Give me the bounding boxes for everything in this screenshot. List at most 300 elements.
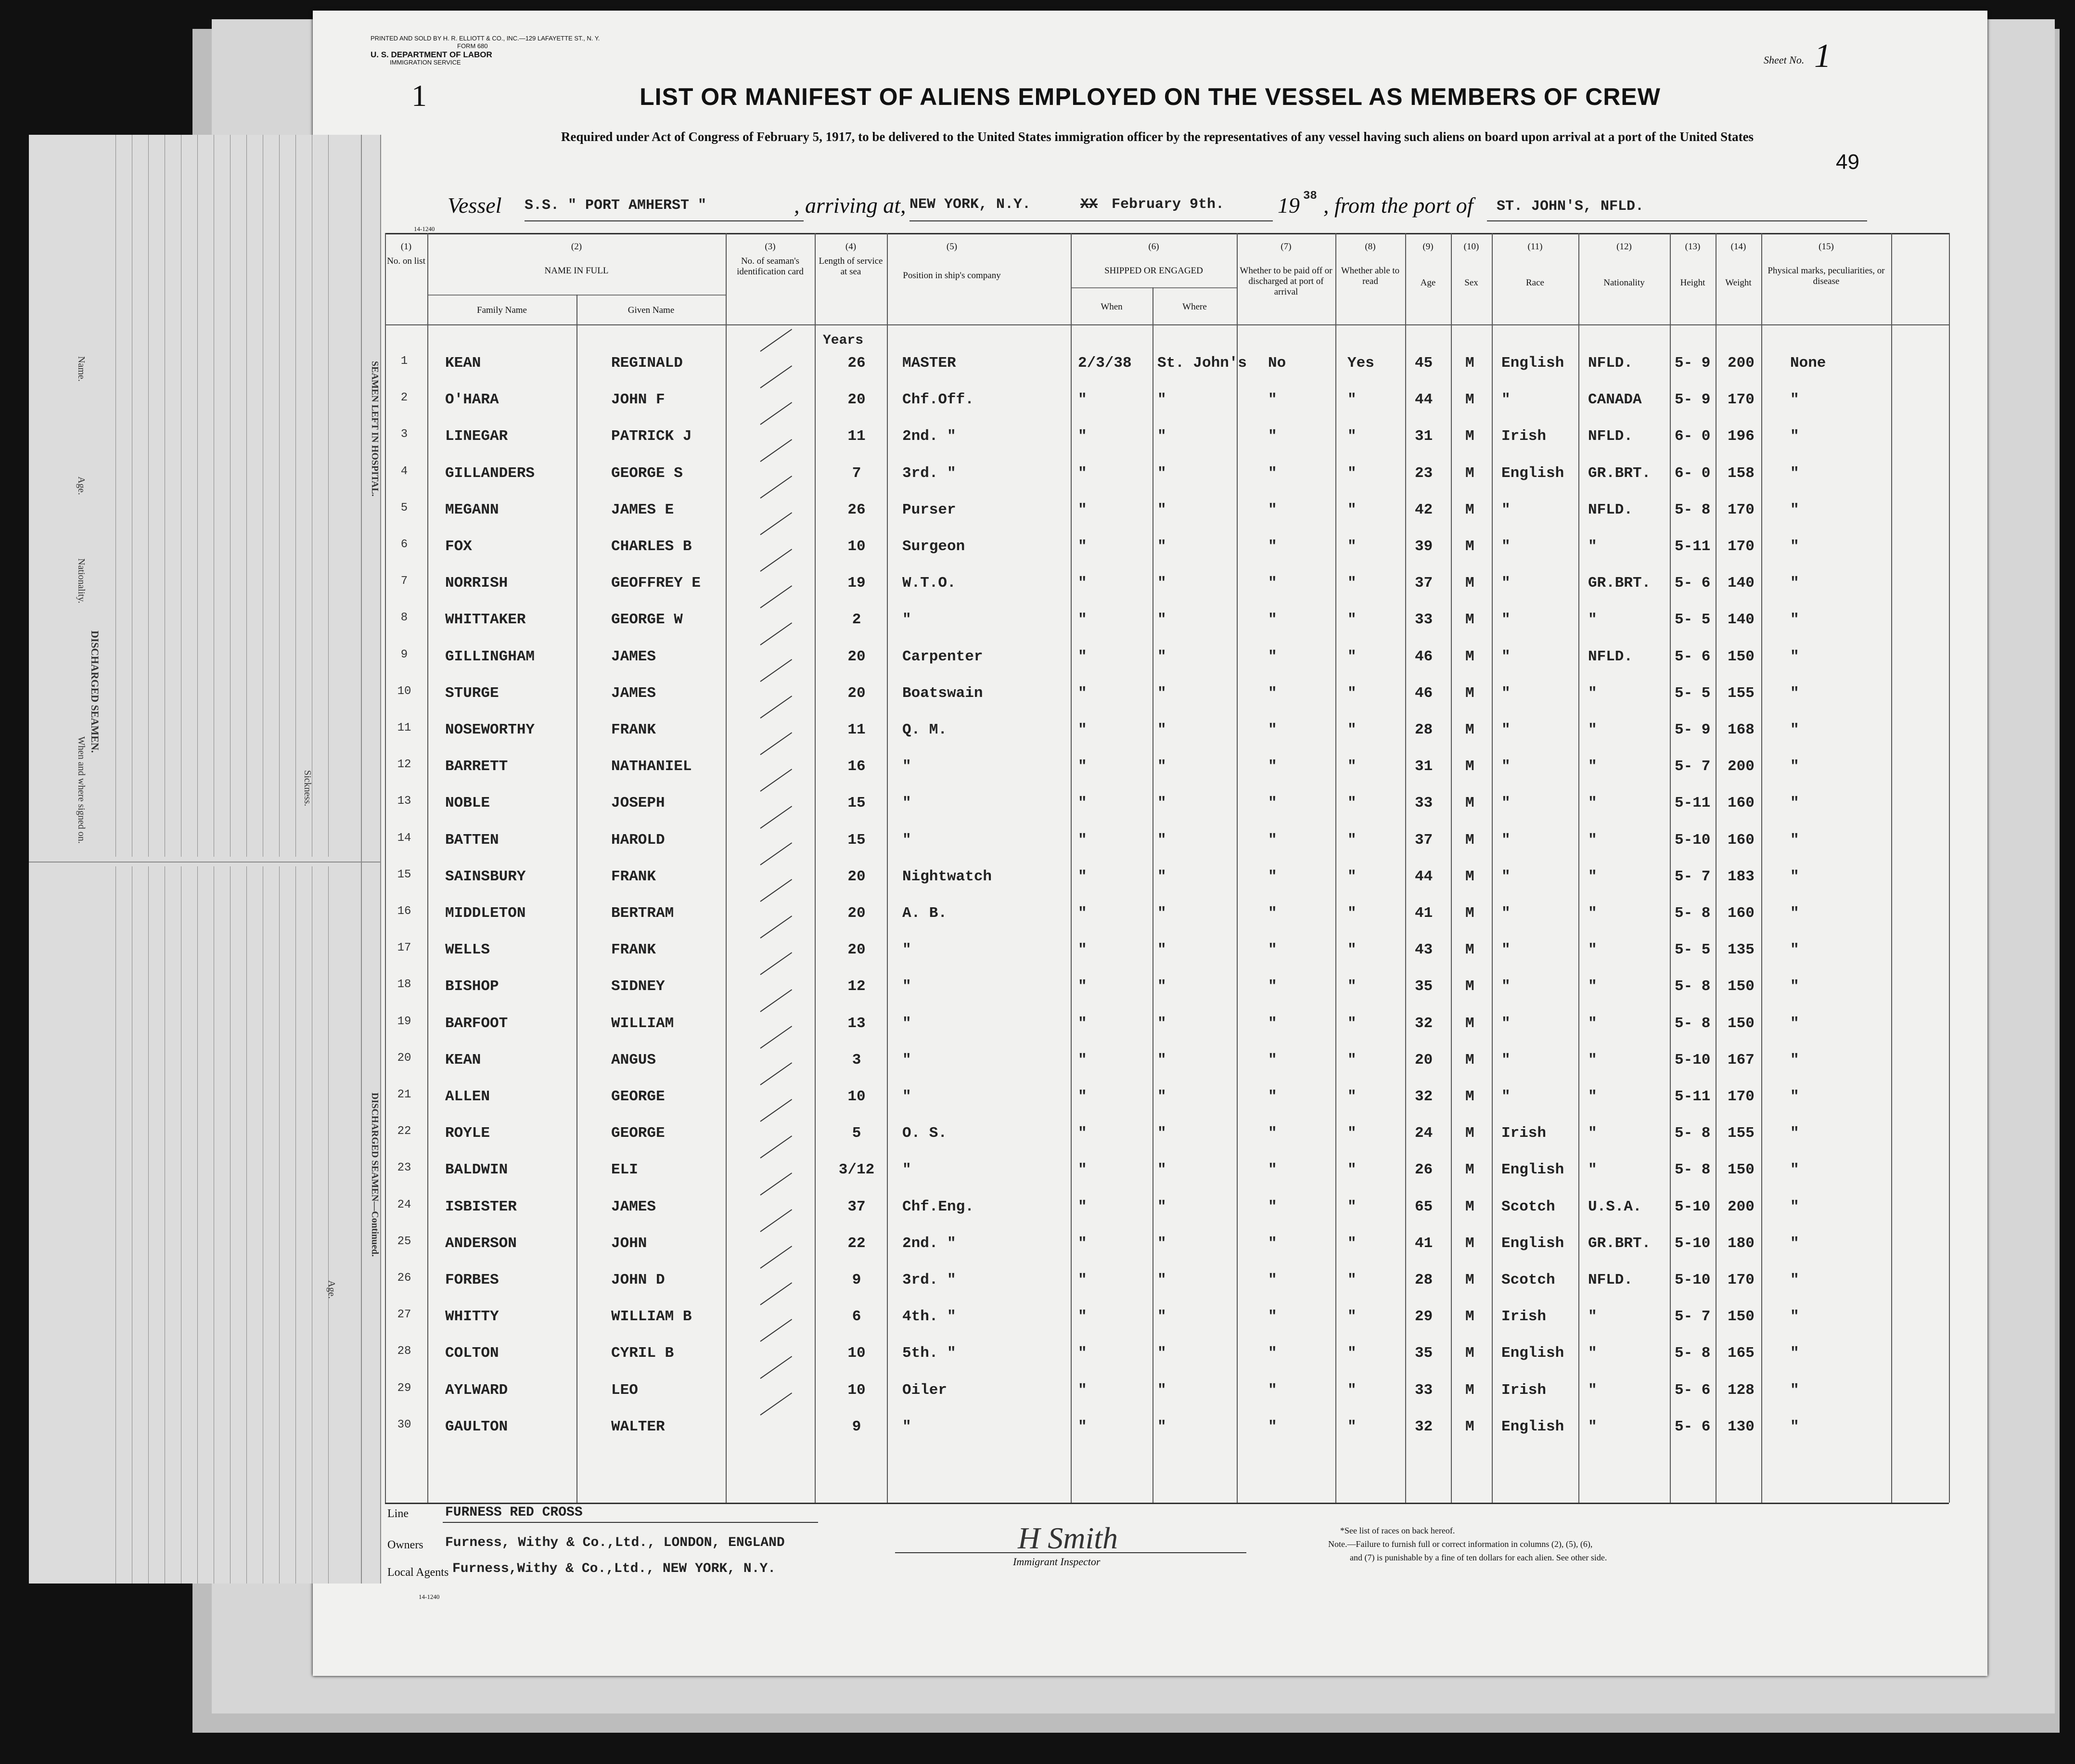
- service-length: 20: [847, 941, 866, 959]
- weight: 140: [1728, 611, 1755, 629]
- printer-line: PRINTED AND SOLD BY H. R. ELLIOTT & CO., INC.—129 LAFAYETTE ST., N. Y.: [371, 35, 600, 42]
- physical-marks: ": [1790, 1381, 1799, 1399]
- vessel-label: Vessel: [448, 193, 502, 218]
- family-name: STURGE: [445, 684, 499, 702]
- able-to-read: ": [1347, 575, 1357, 592]
- paid-off: ": [1268, 978, 1277, 995]
- row-number: 18: [397, 978, 411, 991]
- given-name: FRANK: [611, 721, 656, 738]
- overlay-age-label: Age.: [76, 476, 87, 495]
- weight: 200: [1728, 355, 1755, 372]
- weight: 170: [1728, 1272, 1755, 1288]
- row-number: 10: [397, 684, 411, 698]
- service-length: 20: [847, 391, 866, 409]
- check-mark-icon: [760, 622, 792, 645]
- sex: M: [1465, 905, 1474, 922]
- position: ": [902, 758, 911, 775]
- nationality: ": [1588, 1381, 1597, 1399]
- weight: 196: [1728, 428, 1755, 445]
- position: ": [902, 795, 911, 812]
- family-name: BARFOOT: [445, 1015, 508, 1032]
- sex: M: [1465, 758, 1474, 775]
- race: English: [1501, 1161, 1564, 1179]
- sex: M: [1465, 1272, 1474, 1288]
- sex: M: [1465, 1161, 1474, 1179]
- sex: M: [1465, 941, 1474, 959]
- shipped-where: ": [1157, 1235, 1166, 1252]
- paid-off: ": [1268, 1015, 1277, 1032]
- race: English: [1501, 464, 1564, 482]
- overlay-nationality-label: Nationality.: [76, 558, 87, 604]
- col8-number: (8): [1365, 242, 1376, 252]
- col7-label: Whether to be paid off or discharged at port of arrival: [1240, 266, 1332, 297]
- weight: 135: [1728, 941, 1755, 959]
- race: ": [1501, 1015, 1511, 1032]
- race: ": [1501, 978, 1511, 995]
- row-number: 13: [397, 795, 411, 808]
- nationality: ": [1588, 1015, 1597, 1032]
- able-to-read: ": [1347, 611, 1357, 629]
- date-prefix: XX: [1080, 196, 1098, 213]
- shipped-where: ": [1157, 721, 1166, 738]
- weight: 183: [1728, 868, 1755, 885]
- check-mark-icon: [760, 879, 792, 902]
- family-name: GAULTON: [445, 1418, 508, 1435]
- height: 5- 8: [1675, 978, 1711, 995]
- sex: M: [1465, 501, 1474, 518]
- table-column-rule: [1670, 233, 1671, 1503]
- paid-off: ": [1268, 1088, 1277, 1105]
- sex: M: [1465, 355, 1474, 372]
- given-name: JOSEPH: [611, 795, 665, 812]
- discharged-seamen-slip: [29, 135, 381, 1584]
- race: Irish: [1501, 1308, 1547, 1326]
- position: ": [902, 1015, 911, 1032]
- family-name: ROYLE: [445, 1125, 490, 1142]
- shipped-when: ": [1078, 868, 1087, 885]
- family-name: LINEGAR: [445, 428, 508, 445]
- slip-rule: [246, 135, 247, 857]
- service-length: 10: [847, 1381, 866, 1399]
- shipped-where: ": [1157, 868, 1166, 885]
- sex: M: [1465, 831, 1474, 849]
- physical-marks: ": [1790, 795, 1799, 812]
- race: ": [1501, 941, 1511, 959]
- age: 35: [1415, 1345, 1433, 1362]
- check-mark-icon: [760, 402, 792, 425]
- arriving-label: , arriving at,: [794, 193, 906, 218]
- shipped-when: ": [1078, 611, 1087, 629]
- check-mark-icon: [760, 586, 792, 609]
- paid-off: ": [1268, 428, 1277, 445]
- paid-off: ": [1268, 831, 1277, 849]
- position: ": [902, 831, 911, 849]
- weight: 160: [1728, 905, 1755, 922]
- physical-marks: ": [1790, 1125, 1799, 1142]
- able-to-read: ": [1347, 464, 1357, 482]
- row-number: 19: [397, 1015, 411, 1028]
- nationality: ": [1588, 905, 1597, 922]
- age: 32: [1415, 1015, 1433, 1032]
- check-mark-icon: [760, 1392, 792, 1416]
- given-name: NATHANIEL: [611, 758, 692, 775]
- able-to-read: ": [1347, 978, 1357, 995]
- nationality: ": [1588, 868, 1597, 885]
- shipped-where: ": [1157, 758, 1166, 775]
- race: Irish: [1501, 428, 1547, 445]
- table-column-rule: [1492, 233, 1493, 1503]
- paid-off: ": [1268, 538, 1277, 555]
- table-column-rule: [1071, 233, 1072, 1503]
- service-length: 11: [847, 721, 866, 738]
- able-to-read: ": [1347, 795, 1357, 812]
- slip-rule: [230, 135, 231, 857]
- race: ": [1501, 611, 1511, 629]
- col2-given-label: Given Name: [628, 305, 675, 315]
- shipped-where: ": [1157, 1272, 1166, 1288]
- service-length: 16: [847, 758, 866, 775]
- given-name: JAMES: [611, 1198, 656, 1215]
- race: Scotch: [1501, 1198, 1555, 1215]
- departure-port: ST. JOHN'S, NFLD.: [1497, 198, 1644, 215]
- col15-number: (15): [1819, 242, 1834, 252]
- shipped-where: ": [1157, 1345, 1166, 1362]
- race: ": [1501, 575, 1511, 592]
- given-name: WALTER: [611, 1418, 665, 1435]
- physical-marks: ": [1790, 501, 1799, 518]
- race: ": [1501, 684, 1511, 702]
- paid-off: ": [1268, 941, 1277, 959]
- age: 44: [1415, 868, 1433, 885]
- family-name: WELLS: [445, 941, 490, 959]
- slip-rule: [115, 135, 116, 857]
- position: Carpenter: [902, 648, 983, 665]
- discharged-heading: DISCHARGED SEAMEN.: [89, 631, 101, 753]
- paid-off: ": [1268, 1272, 1277, 1288]
- shipped-when: ": [1078, 905, 1087, 922]
- weight: 150: [1728, 648, 1755, 665]
- paid-off: ": [1268, 795, 1277, 812]
- position: Surgeon: [902, 538, 965, 555]
- able-to-read: ": [1347, 1051, 1357, 1069]
- shipped-when: ": [1078, 428, 1087, 445]
- check-mark-icon: [760, 1172, 792, 1196]
- nationality: ": [1588, 1161, 1597, 1179]
- family-name: AYLWARD: [445, 1381, 508, 1399]
- table-column-rule: [1335, 233, 1336, 1503]
- paid-off: ": [1268, 611, 1277, 629]
- age: 31: [1415, 758, 1433, 775]
- able-to-read: ": [1347, 1161, 1357, 1179]
- physical-marks: ": [1790, 905, 1799, 922]
- manifest-subtitle: Required under Act of Congress of February 5, 1917, to be delivered to the United States immigration officer by the representatives of any vessel having such aliens on board upon arrival at a port of the United States: [561, 129, 1754, 144]
- paid-off: ": [1268, 1235, 1277, 1252]
- family-name: NOSEWORTHY: [445, 721, 535, 738]
- weight: 158: [1728, 464, 1755, 482]
- weight: 165: [1728, 1345, 1755, 1362]
- row-number: 20: [397, 1051, 411, 1065]
- nationality: ": [1588, 941, 1597, 959]
- col13-number: (13): [1685, 242, 1701, 252]
- col1-label: No. on list: [387, 256, 425, 266]
- shipped-when: ": [1078, 1125, 1087, 1142]
- position: Oiler: [902, 1381, 948, 1399]
- race: Irish: [1501, 1381, 1547, 1399]
- family-name: GILLANDERS: [445, 464, 535, 482]
- race: ": [1501, 905, 1511, 922]
- line-name: FURNESS RED CROSS: [445, 1505, 583, 1520]
- family-name: BALDWIN: [445, 1161, 508, 1179]
- paid-off: ": [1268, 684, 1277, 702]
- slip-rule: [279, 866, 280, 1584]
- nationality: NFLD.: [1588, 355, 1633, 372]
- check-mark-icon: [760, 1062, 792, 1085]
- physical-marks: ": [1790, 1418, 1799, 1435]
- family-name: BATTEN: [445, 831, 499, 849]
- service-length: 3/12: [838, 1161, 875, 1179]
- family-name: SAINSBURY: [445, 868, 526, 885]
- shipped-where: ": [1157, 905, 1166, 922]
- col9-label: Age: [1420, 278, 1436, 288]
- race: ": [1501, 1088, 1511, 1105]
- form-code-top: 14-1240: [414, 225, 435, 232]
- nationality: NFLD.: [1588, 1272, 1633, 1288]
- age: 32: [1415, 1088, 1433, 1105]
- height: 6- 0: [1675, 428, 1711, 445]
- able-to-read: ": [1347, 721, 1357, 738]
- paid-off: ": [1268, 501, 1277, 518]
- height: 5- 6: [1675, 1418, 1711, 1435]
- sex: M: [1465, 1235, 1474, 1252]
- paid-off: ": [1268, 758, 1277, 775]
- position: 5th. ": [902, 1345, 956, 1362]
- table-column-rule: [1405, 233, 1406, 1503]
- height: 5- 6: [1675, 648, 1711, 665]
- nationality: U.S.A.: [1588, 1198, 1642, 1215]
- service-length: 10: [847, 1088, 866, 1105]
- shipped-where: ": [1157, 1381, 1166, 1399]
- race: ": [1501, 501, 1511, 518]
- shipped-where: ": [1157, 1308, 1166, 1326]
- sex: M: [1465, 611, 1474, 629]
- able-to-read: ": [1347, 1198, 1357, 1215]
- given-name: HAROLD: [611, 831, 665, 849]
- shipped-when: ": [1078, 648, 1087, 665]
- nationality: NFLD.: [1588, 648, 1633, 665]
- able-to-read: ": [1347, 758, 1357, 775]
- physical-marks: ": [1790, 941, 1799, 959]
- table-column-rule: [1949, 233, 1950, 1503]
- arrival-date: February 9th.: [1112, 196, 1225, 213]
- agents-label: Local Agents: [387, 1566, 449, 1579]
- inspector-label: Immigrant Inspector: [1013, 1556, 1101, 1568]
- given-name: JAMES: [611, 684, 656, 702]
- row-number: 2: [400, 391, 408, 405]
- slip-rule: [148, 135, 149, 857]
- service-length: 3: [852, 1051, 861, 1069]
- shipped-when: ": [1078, 831, 1087, 849]
- position: 2nd. ": [902, 428, 956, 445]
- service-length: 10: [847, 538, 866, 555]
- age: 41: [1415, 905, 1433, 922]
- slip-rule: [197, 135, 198, 857]
- age: 46: [1415, 684, 1433, 702]
- check-mark-icon: [760, 1319, 792, 1342]
- position: ": [902, 1161, 911, 1179]
- given-name: GEORGE: [611, 1125, 665, 1142]
- service-length: 20: [847, 905, 866, 922]
- service-name: IMMIGRATION SERVICE: [390, 59, 461, 66]
- col1-number: (1): [400, 242, 412, 252]
- physical-marks: ": [1790, 428, 1799, 445]
- nationality: GR.BRT.: [1588, 464, 1651, 482]
- year-label: 19: [1278, 193, 1300, 218]
- note-fine: and (7) is punishable by a fine of ten dollars for each alien. See other side.: [1350, 1553, 1607, 1562]
- shipped-when: ": [1078, 941, 1087, 959]
- height: 5- 8: [1675, 1015, 1711, 1032]
- height: 5-10: [1675, 1235, 1711, 1252]
- shipped-when: ": [1078, 391, 1087, 409]
- weight: 155: [1728, 1125, 1755, 1142]
- height: 5- 9: [1675, 355, 1711, 372]
- row-number: 24: [397, 1198, 411, 1211]
- sex: M: [1465, 868, 1474, 885]
- given-name: JOHN D: [611, 1272, 665, 1288]
- race: English: [1501, 1345, 1564, 1362]
- physical-marks: ": [1790, 831, 1799, 849]
- height: 6- 0: [1675, 464, 1711, 482]
- row-number: 11: [397, 721, 411, 734]
- row-number: 12: [397, 758, 411, 772]
- agents-name: Furness,Withy & Co.,Ltd., NEW YORK, N.Y.: [452, 1561, 776, 1576]
- shipped-where: ": [1157, 611, 1166, 629]
- check-mark-icon: [760, 1282, 792, 1305]
- position: O. S.: [902, 1125, 948, 1142]
- given-name: CYRIL B: [611, 1345, 674, 1362]
- overlay-signed-label: When and where signed on.: [76, 736, 87, 844]
- given-name: FRANK: [611, 941, 656, 959]
- able-to-read: ": [1347, 868, 1357, 885]
- age: 33: [1415, 611, 1433, 629]
- shipped-when: ": [1078, 1161, 1087, 1179]
- race: Scotch: [1501, 1272, 1555, 1288]
- family-name: GILLINGHAM: [445, 648, 535, 665]
- height: 5-10: [1675, 1272, 1711, 1288]
- sex: M: [1465, 795, 1474, 812]
- service-length: 15: [847, 831, 866, 849]
- shipped-when: ": [1078, 1198, 1087, 1215]
- col9-number: (9): [1422, 242, 1434, 252]
- race: ": [1501, 868, 1511, 885]
- sheet-number: 1: [1814, 38, 1831, 75]
- able-to-read: ": [1347, 501, 1357, 518]
- check-mark-icon: [760, 915, 792, 939]
- nationality: ": [1588, 795, 1597, 812]
- slip-rule: [148, 866, 149, 1584]
- physical-marks: ": [1790, 1088, 1799, 1105]
- from-label: , from the port of: [1323, 193, 1473, 218]
- sex: M: [1465, 684, 1474, 702]
- position: Nightwatch: [902, 868, 992, 885]
- family-name: NOBLE: [445, 795, 490, 812]
- sex: M: [1465, 391, 1474, 409]
- table-column-rule: [726, 233, 727, 1503]
- check-mark-icon: [760, 1026, 792, 1049]
- shipped-when: ": [1078, 464, 1087, 482]
- shipped-where: ": [1157, 1051, 1166, 1069]
- weight: 170: [1728, 538, 1755, 555]
- given-name: WILLIAM B: [611, 1308, 692, 1326]
- service-length: 19: [847, 575, 866, 592]
- age: 39: [1415, 538, 1433, 555]
- given-name: GEORGE: [611, 1088, 665, 1105]
- check-mark-icon: [760, 989, 792, 1012]
- position: ": [902, 1088, 911, 1105]
- family-name: KEAN: [445, 1051, 481, 1069]
- nationality: ": [1588, 721, 1597, 738]
- sex: M: [1465, 1125, 1474, 1142]
- race: ": [1501, 1051, 1511, 1069]
- form-code-bottom: 14-1240: [419, 1593, 440, 1600]
- position: Boatswain: [902, 684, 983, 702]
- manifest-page: [313, 11, 1987, 1676]
- overlay-sickness-label: Sickness.: [302, 770, 313, 806]
- able-to-read: ": [1347, 1308, 1357, 1326]
- row-number: 8: [400, 611, 408, 625]
- shipped-when: ": [1078, 758, 1087, 775]
- race: ": [1501, 648, 1511, 665]
- able-to-read: ": [1347, 391, 1357, 409]
- weight: 168: [1728, 721, 1755, 738]
- physical-marks: ": [1790, 648, 1799, 665]
- family-name: KEAN: [445, 355, 481, 372]
- family-name: WHITTAKER: [445, 611, 526, 629]
- nationality: ": [1588, 1088, 1597, 1105]
- able-to-read: ": [1347, 1088, 1357, 1105]
- slip-rule: [230, 866, 231, 1584]
- table-column-rule: [427, 233, 428, 1503]
- physical-marks: ": [1790, 1015, 1799, 1032]
- position: ": [902, 941, 911, 959]
- sex: M: [1465, 1198, 1474, 1215]
- age: 37: [1415, 575, 1433, 592]
- height: 5-10: [1675, 1198, 1711, 1215]
- nationality: ": [1588, 538, 1597, 555]
- physical-marks: ": [1790, 1161, 1799, 1179]
- sex: M: [1465, 1308, 1474, 1326]
- given-name: CHARLES B: [611, 538, 692, 555]
- table-column-rule: [1237, 233, 1238, 1503]
- shipped-when: ": [1078, 1418, 1087, 1435]
- paid-off: ": [1268, 648, 1277, 665]
- able-to-read: ": [1347, 1235, 1357, 1252]
- age: 37: [1415, 831, 1433, 849]
- check-mark-icon: [760, 476, 792, 499]
- height: 5- 8: [1675, 1345, 1711, 1362]
- row-number: 9: [400, 648, 408, 661]
- able-to-read: ": [1347, 941, 1357, 959]
- race: ": [1501, 758, 1511, 775]
- family-name: NORRISH: [445, 575, 508, 592]
- service-length: 26: [847, 501, 866, 518]
- given-name: JAMES: [611, 648, 656, 665]
- family-name: O'HARA: [445, 391, 499, 409]
- physical-marks: ": [1790, 1051, 1799, 1069]
- row-number: 22: [397, 1125, 411, 1138]
- given-name: JAMES E: [611, 501, 674, 518]
- check-mark-icon: [760, 695, 792, 719]
- form-number: FORM 680: [457, 42, 488, 50]
